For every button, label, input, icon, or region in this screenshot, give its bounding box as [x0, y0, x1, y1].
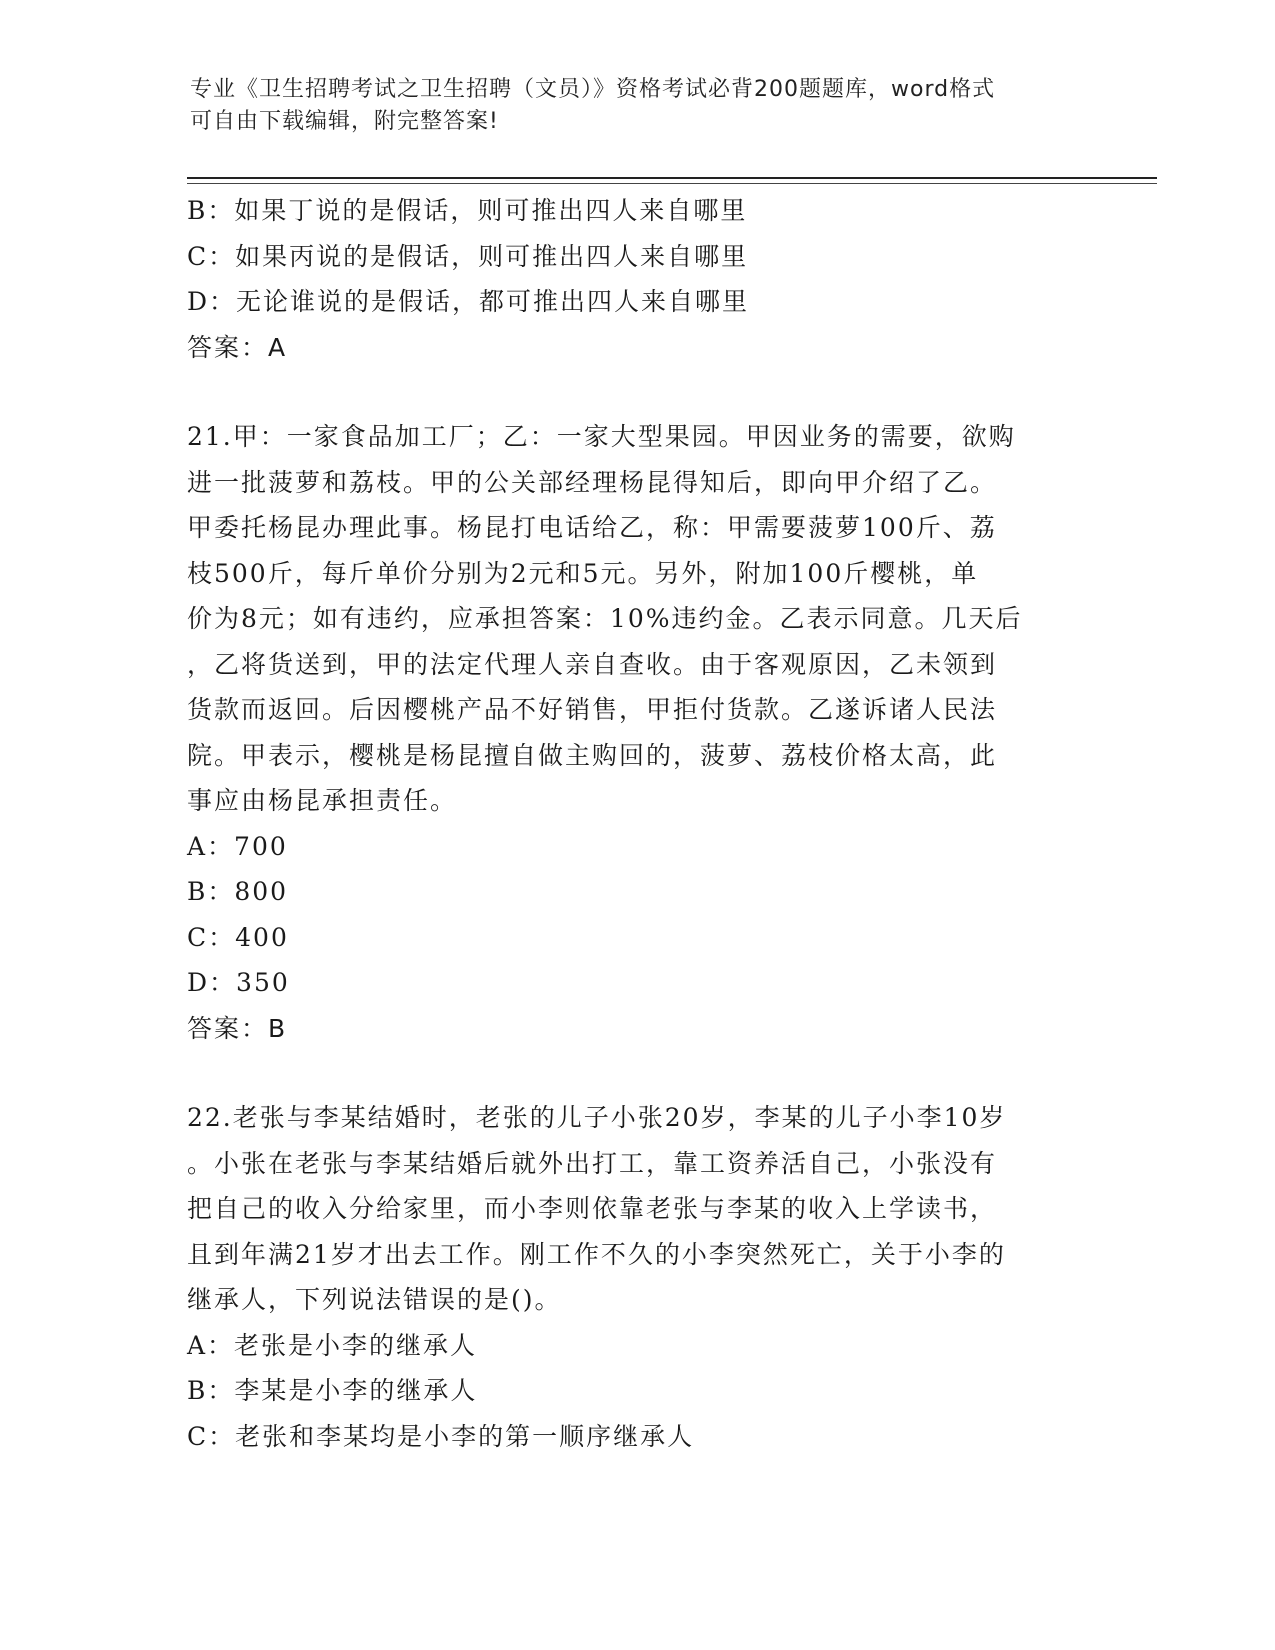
answer-line: 答案：A: [187, 332, 288, 362]
answer-line: 答案：B: [187, 1013, 288, 1043]
header-divider-thick: [187, 177, 1157, 179]
header-divider-thin: [187, 183, 1157, 184]
question-text-line: 甲委托杨昆办理此事。杨昆打电话给乙，称：甲需要菠萝100斤、荔: [187, 513, 997, 542]
option-c: C：400: [187, 922, 289, 952]
header-title-line-2: 可自由下载编辑，附完整答案!: [190, 109, 499, 134]
question-text-line: 进一批菠萝和荔枝。甲的公关部经理杨昆得知后，即向甲介绍了乙。: [187, 467, 998, 497]
question-text-line: 21.甲：一家食品加工厂；乙：一家大型果园。甲因业务的需要，欲购: [187, 422, 1016, 451]
previous-question-block: [187, 188, 1087, 370]
option-c: C：老张和李某均是小李的第一顺序继承人: [187, 1421, 695, 1451]
option-b: B：800: [187, 877, 289, 906]
question-text-line: 。小张在老张与李某结婚后就外出打工，靠工资养活自己，小张没有: [187, 1148, 998, 1178]
question-text-line: 继承人，下列说法错误的是()。: [187, 1285, 562, 1314]
question-text-line: ，乙将货送到，甲的法定代理人亲自查收。由于客观原因，乙未领到: [187, 649, 998, 679]
document-header: [190, 74, 1090, 138]
question-text-line: 22.老张与李某结婚时，老张的儿子小张20岁，李某的儿子小李10岁: [187, 1103, 1007, 1132]
header-title-line-1: 专业《卫生招聘考试之卫生招聘（文员）》资格考试必背200题题库，word格式: [190, 77, 996, 102]
option-c: C：如果丙说的是假话，则可推出四人来自哪里: [187, 241, 749, 271]
option-b: B：如果丁说的是假话，则可推出四人来自哪里: [187, 196, 748, 225]
question-22-text: [187, 1095, 1087, 1323]
option-d: D：350: [187, 968, 290, 997]
option-a: A：老张是小李的继承人: [187, 1330, 478, 1360]
question-text-line: 院。甲表示，樱桃是杨昆擅自做主购回的，菠萝、荔枝价格太高，此: [187, 740, 998, 770]
question-text-line: 货款而返回。后因樱桃产品不好销售，甲拒付货款。乙遂诉诸人民法: [187, 695, 998, 724]
question-21-text: [187, 414, 1087, 824]
question-text-line: 且到年满21岁才出去工作。刚工作不久的小李突然死亡，关于小李的: [187, 1239, 1006, 1269]
question-text-line: 把自己的收入分给家里，而小李则依靠老张与李某的收入上学读书，: [187, 1194, 998, 1223]
option-a: A：700: [187, 831, 288, 861]
document-body: [187, 188, 1087, 1459]
option-b: B：李某是小李的继承人: [187, 1376, 478, 1405]
question-22-block: [187, 1095, 1087, 1459]
question-text-line: 价为8元；如有违约，应承担答案：10%违约金。乙表示同意。几天后: [187, 604, 1023, 633]
question-text-line: 枝500斤，每斤单价分别为2元和5元。另外，附加100斤樱桃，单: [187, 558, 979, 588]
question-text-line: 事应由杨昆承担责任。: [187, 786, 458, 815]
option-d: D：无论谁说的是假话，都可推出四人来自哪里: [187, 287, 750, 316]
question-21-block: [187, 414, 1087, 1051]
